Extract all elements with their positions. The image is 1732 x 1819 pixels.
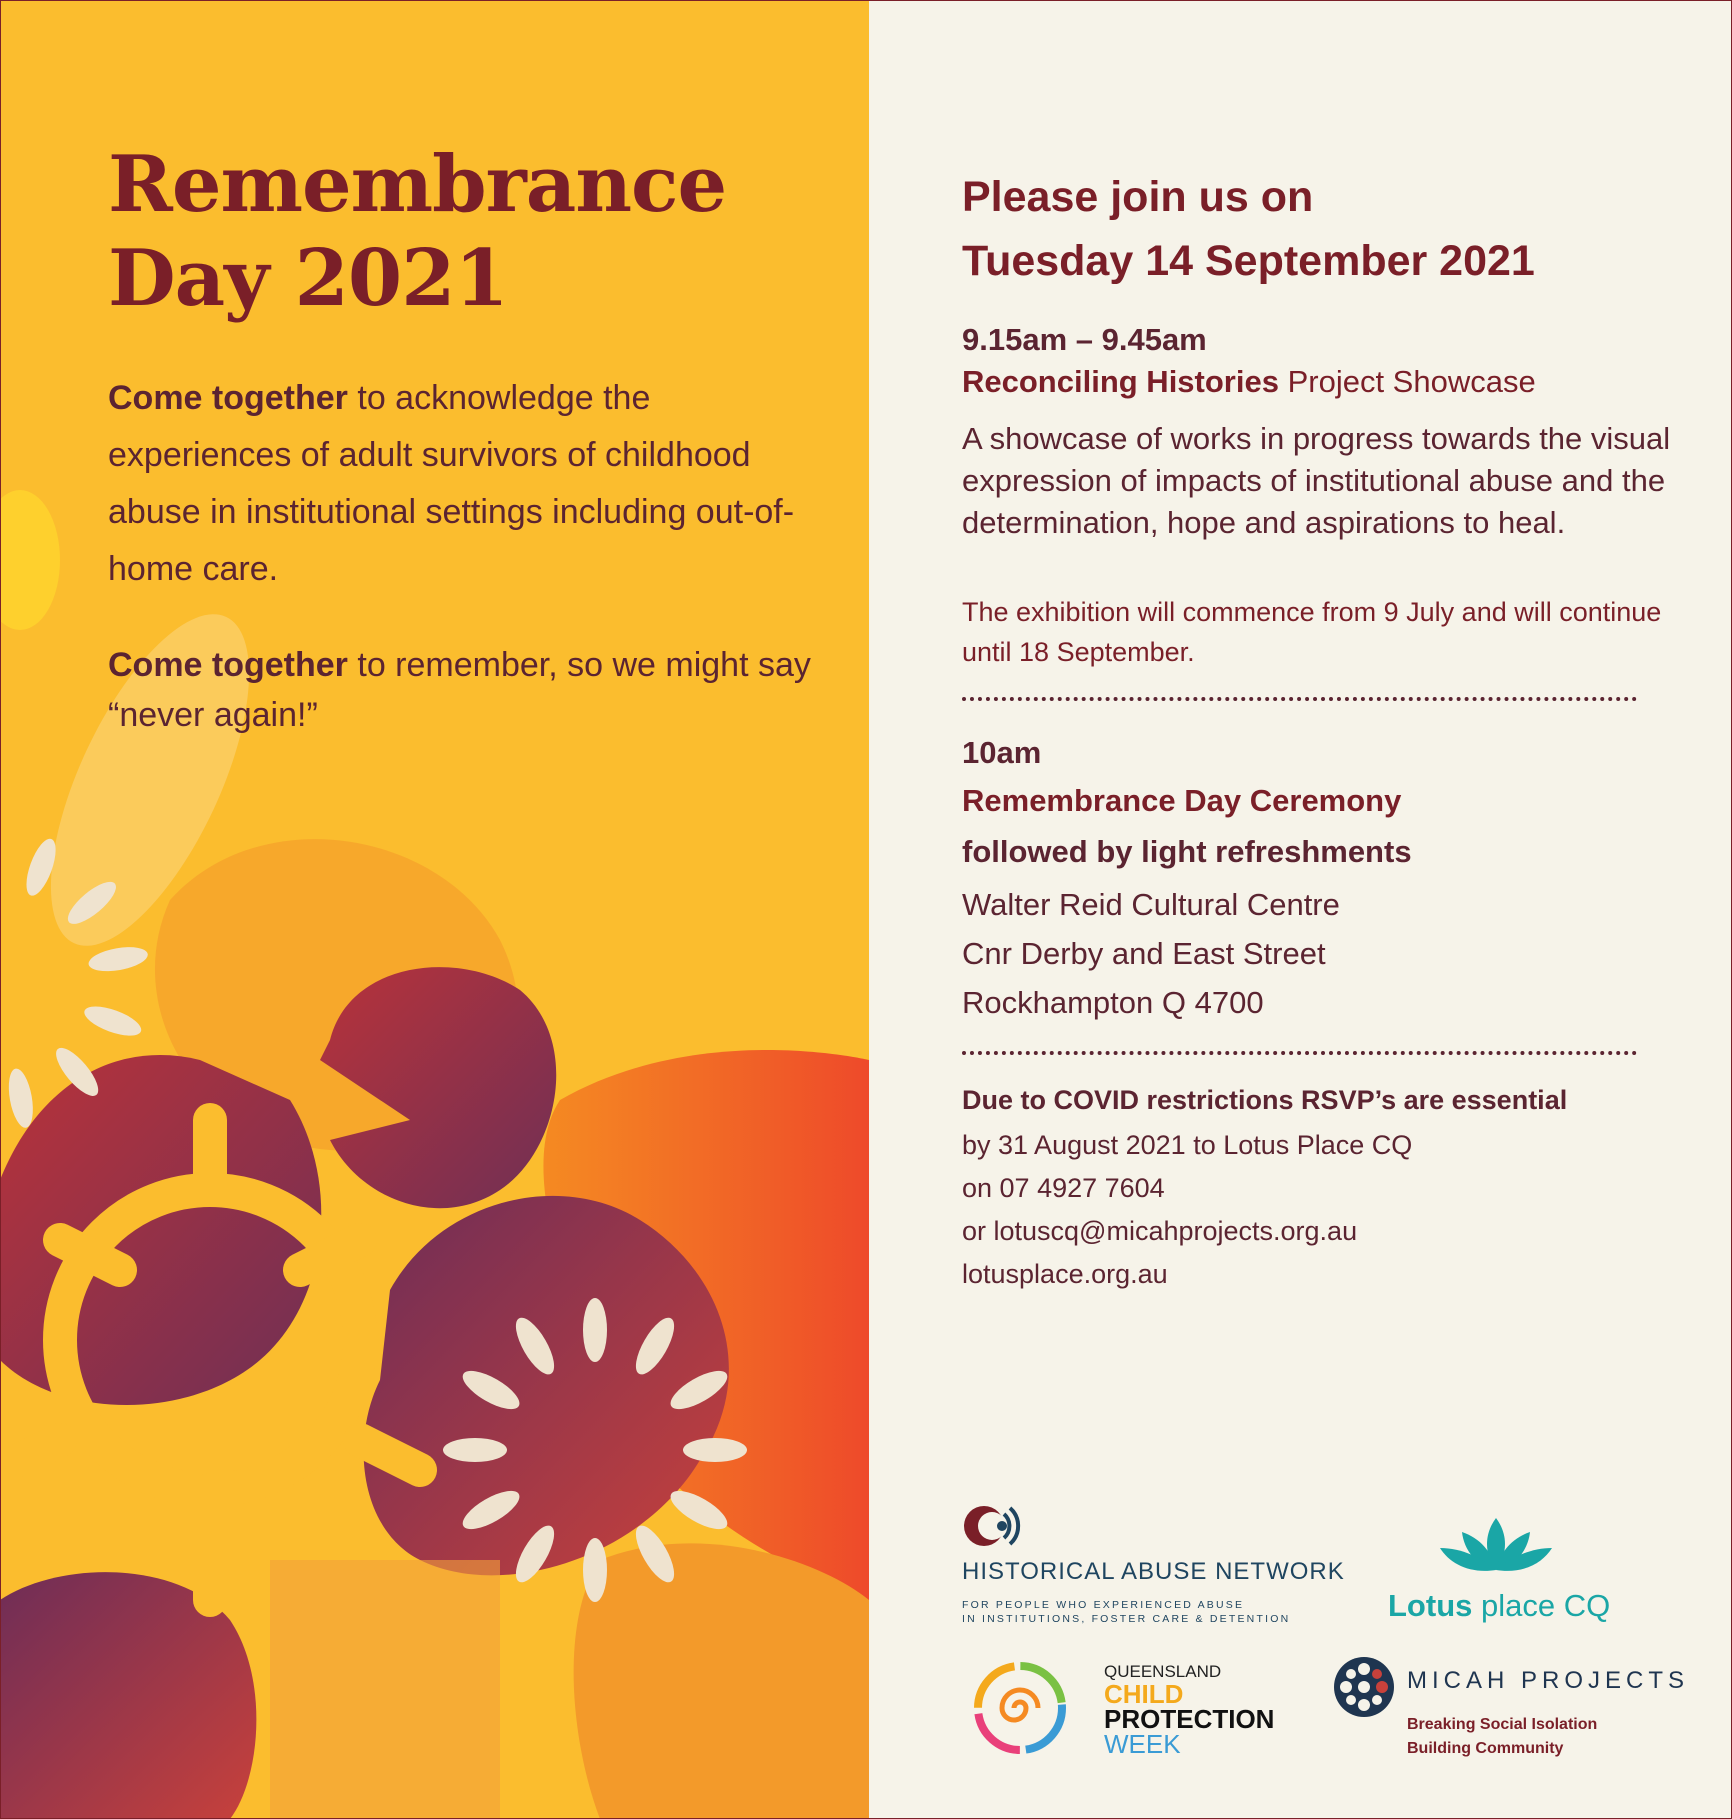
event-1-note: The exhibition will commence from 9 July and will continue until 18 September. [962, 597, 1662, 667]
cpw-line-4: WEEK [1104, 1729, 1181, 1759]
event-1-time: 9.15am – 9.45am [962, 322, 1207, 357]
join-line-1: Please join us on [962, 173, 1314, 221]
rsvp-phone: on 07 4927 7604 [962, 1173, 1165, 1203]
venue-line-1: Walter Reid Cultural Centre [962, 887, 1340, 922]
rsvp-email: or lotuscq@micahprojects.org.au [962, 1216, 1358, 1246]
lotus-name-bold: Lotus [1388, 1588, 1473, 1623]
event-2-title: Remembrance Day Ceremony [962, 783, 1402, 818]
micah-tagline-1: Breaking Social Isolation [1407, 1716, 1598, 1733]
intro-2-bold: Come together [108, 646, 348, 684]
intro-1-bold: Come together [108, 379, 348, 417]
micah-name: MICAH PROJECTS [1407, 1667, 1690, 1694]
event-1-title-rest: Project Showcase [1278, 364, 1536, 399]
han-name: HISTORICAL ABUSE NETWORK [962, 1558, 1345, 1585]
cpw-line-3: PROTECTION [1104, 1704, 1275, 1734]
rsvp-website: lotusplace.org.au [962, 1259, 1168, 1289]
intro-1-text: to acknowledge the experiences of adult survivors of childhood abuse in institutional settings including out-of-home care. [108, 379, 795, 588]
han-tagline-2: IN INSTITUTIONS, FOSTER CARE & DETENTION [962, 1613, 1291, 1625]
cpw-line-2: CHILD [1104, 1679, 1184, 1709]
micah-tagline-2: Building Community [1407, 1740, 1564, 1757]
han-tagline-1: FOR PEOPLE WHO EXPERIENCED ABUSE [962, 1599, 1245, 1611]
event-1-title-bold: Reconciling Histories [962, 364, 1279, 399]
event-1-description: A showcase of works in progress towards the visual expression of impacts of institutional abuse and the determination, hope and aspirations to heal. [962, 421, 1671, 540]
venue-line-3: Rockhampton Q 4700 [962, 985, 1264, 1020]
event-2-subtitle: followed by light refreshments [962, 834, 1412, 869]
intro-2-text: to remember, so we might say “never again!” [108, 646, 811, 734]
title-line-1: Remembrance [108, 139, 727, 230]
venue-line-2: Cnr Derby and East Street [962, 936, 1326, 971]
cpw-line-1: QUEENSLAND [1104, 1662, 1222, 1681]
rsvp-line-1: by 31 August 2021 to Lotus Place CQ [962, 1130, 1413, 1160]
title-line-2: Day 2021 [108, 233, 508, 324]
join-line-2: Tuesday 14 September 2021 [962, 237, 1535, 285]
event-2-time: 10am [962, 735, 1042, 770]
rsvp-heading: Due to COVID restrictions RSVP’s are essential [962, 1085, 1568, 1115]
lotus-name-rest: place CQ [1472, 1588, 1611, 1623]
